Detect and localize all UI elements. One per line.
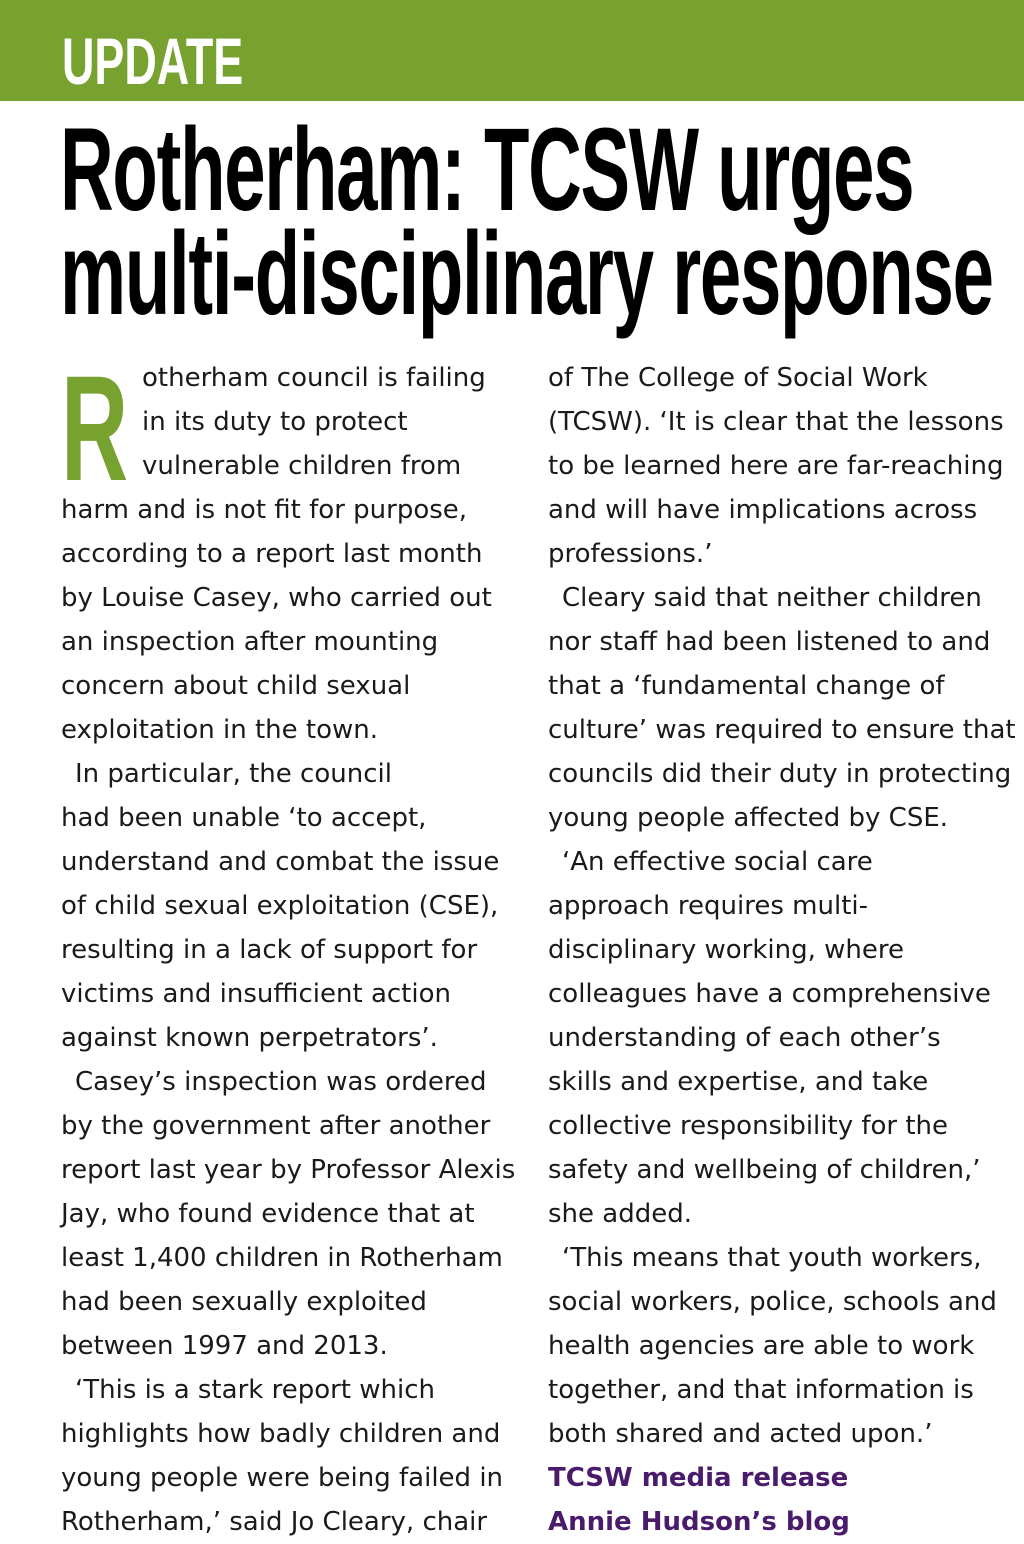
article-text-line: Cleary said that neither children	[562, 583, 982, 613]
article-text-line: Rotherham,’ said Jo Cleary, chair	[61, 1507, 488, 1537]
article-text-line: collective responsibility for the	[548, 1111, 949, 1141]
article-text-line: an inspection after mounting	[61, 627, 439, 657]
article-text-line: vulnerable children from	[142, 451, 462, 481]
article-text-line: colleagues have a comprehensive	[548, 979, 991, 1009]
article-text-line: ‘This is a stark report which	[75, 1375, 435, 1405]
article-text-line: In particular, the council	[75, 759, 392, 789]
section-label: UPDATE	[62, 24, 244, 98]
article-text-line: Casey’s inspection was ordered	[75, 1067, 487, 1097]
article-text-line: in its duty to protect	[142, 407, 408, 437]
article-text-line: safety and wellbeing of children,’	[548, 1155, 981, 1185]
article-text-line: Jay, who found evidence that at	[61, 1199, 475, 1229]
article-text-line: disciplinary working, where	[548, 935, 905, 965]
article-text-line: of child sexual exploitation (CSE),	[61, 891, 499, 921]
article-text-line: together, and that information is	[548, 1375, 974, 1405]
article-text-line: resulting in a lack of support for	[61, 935, 478, 965]
article-text-line: nor staff had been listened to and	[548, 627, 991, 657]
article-text-line: to be learned here are far-reaching	[548, 451, 1004, 481]
headline-line-2: multi-disciplinary response	[60, 208, 993, 340]
article-text-line: exploitation in the town.	[61, 715, 378, 745]
tcsw-media-release-link[interactable]: TCSW media release	[548, 1463, 849, 1493]
article-text-line: culture’ was required to ensure that	[548, 715, 1016, 745]
article-text-line: victims and insufficient action	[61, 979, 451, 1009]
article-text-line: social workers, police, schools and	[548, 1287, 997, 1317]
article-text-line: councils did their duty in protecting	[548, 759, 1012, 789]
article-text-line: against known perpetrators’.	[61, 1023, 438, 1053]
article-text-line: by the government after another	[61, 1111, 491, 1141]
article-text-line: concern about child sexual	[61, 671, 411, 701]
article-text-line: she added.	[548, 1199, 692, 1229]
article-text-line: between 1997 and 2013.	[61, 1331, 388, 1361]
drop-cap: R	[61, 344, 129, 512]
headline	[60, 104, 993, 340]
article-text-line: ‘An effective social care	[562, 847, 873, 877]
article-text-line: skills and expertise, and take	[548, 1067, 929, 1097]
article-text-line: professions.’	[548, 539, 713, 569]
section-banner	[0, 0, 1024, 101]
article-text-line: had been unable ‘to accept,	[61, 803, 427, 833]
headline-line-1: Rotherham: TCSW urges	[60, 104, 914, 236]
article-text-line: understanding of each other’s	[548, 1023, 941, 1053]
article-text-line: otherham council is failing	[142, 363, 486, 393]
article-text-line: highlights how badly children and	[61, 1419, 501, 1449]
article-text-line: report last year by Professor Alexis	[61, 1155, 516, 1185]
article-text-line: had been sexually exploited	[61, 1287, 427, 1317]
article-text-line: health agencies are able to work	[548, 1331, 975, 1361]
annie-hudson-blog-link[interactable]: Annie Hudson’s blog	[548, 1507, 850, 1537]
article-text-line: that a ‘fundamental change of	[548, 671, 945, 701]
article-text-line: by Louise Casey, who carried out	[61, 583, 492, 613]
article-text-line: young people affected by CSE.	[548, 803, 949, 833]
article-text-line: approach requires multi-	[548, 891, 869, 921]
article-text-line: understand and combat the issue	[61, 847, 500, 877]
article-text-line: least 1,400 children in Rotherham	[61, 1243, 503, 1273]
article-text-line: (TCSW). ‘It is clear that the lessons	[548, 407, 1004, 437]
article-text-line: of The College of Social Work	[548, 363, 928, 393]
article-column-right	[548, 356, 1016, 1544]
article-text-line: both shared and acted upon.’	[548, 1419, 933, 1449]
article-text-line: harm and is not fit for purpose,	[61, 495, 468, 525]
article-column-left	[61, 344, 521, 1544]
article-text-line: according to a report last month	[61, 539, 483, 569]
article-text-line: and will have implications across	[548, 495, 978, 525]
article-text-line: ‘This means that youth workers,	[562, 1243, 982, 1273]
article-text-line: young people were being failed in	[61, 1463, 504, 1493]
